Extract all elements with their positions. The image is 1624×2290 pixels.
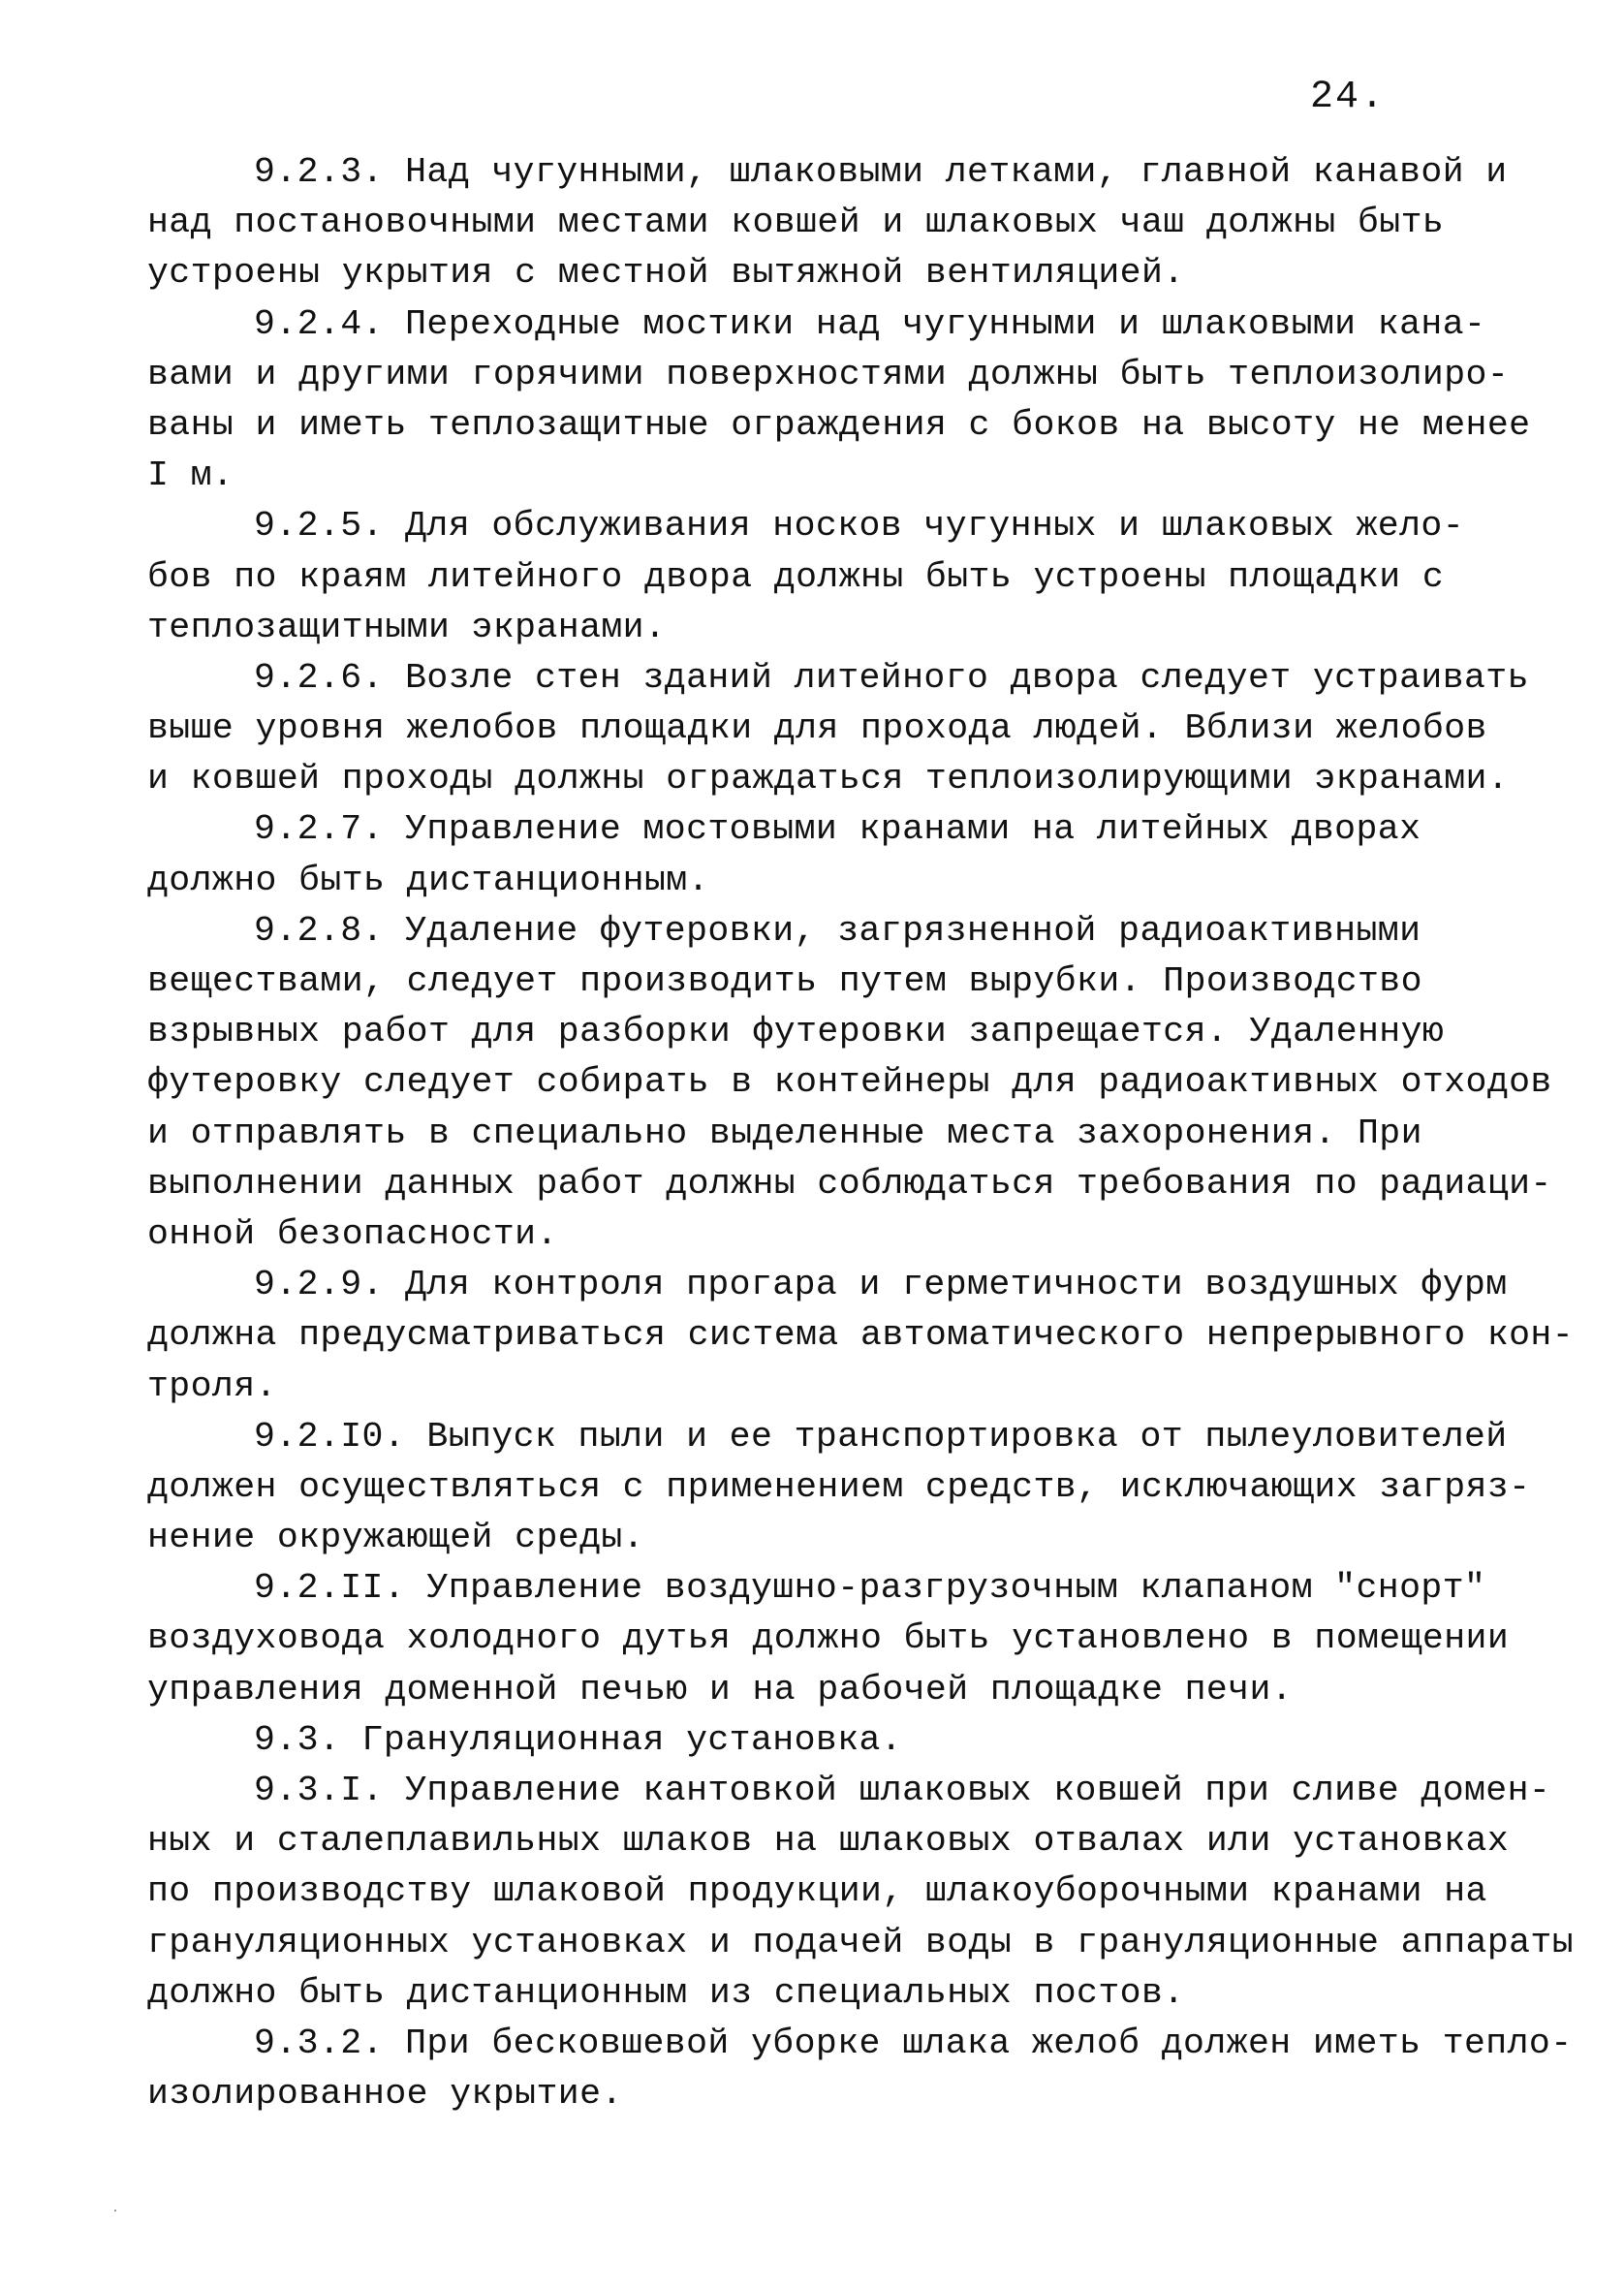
text-line: изолированное укрытие. (147, 2074, 623, 2115)
text-line: троля. (147, 1365, 277, 1406)
text-line: воздуховода холодного дутья должно быть установлено в помещении (147, 1618, 1510, 1659)
text-line: 9.2.7. Управление мостовыми кранами на литейных дворах (254, 809, 1421, 850)
text-line: грануляционных установках и подачей воды в грануляционные аппараты (147, 1922, 1575, 1962)
text-line: и отправлять в специально выделенные места захоронения. При (147, 1113, 1422, 1153)
text-line: 9.3.2. При бесковшевой уборке шлака желоб должен иметь тепло- (254, 2023, 1573, 2063)
text-line: устроены укрытия с местной вытяжной вентиляцией. (147, 253, 1185, 294)
text-line: 9.2.5. Для обслуживания носков чугунных и шлаковых жело- (254, 506, 1464, 547)
scan-speck (114, 2210, 116, 2212)
text-line: и ковшей проходы должны ограждаться теплоизолирующими экранами. (147, 759, 1510, 800)
text-line: должно быть дистанционным из специальных постов. (147, 1972, 1185, 2013)
text-line: нение окружающей среды. (147, 1518, 644, 1558)
text-line: 9.2.6. Возле стен зданий литейного двора следует устраивать (254, 657, 1529, 698)
text-line: 9.2.4. Переходные мостики над чугунными и шлаковыми кана- (254, 303, 1486, 344)
page-number: 24. (1310, 76, 1387, 119)
text-line: ных и сталеплавильных шлаков на шлаковых отвалах или установках (147, 1821, 1510, 1862)
text-line: ваны и иметь теплозащитные ограждения с боков на высоту не менее (147, 404, 1531, 445)
text-line: I м. (147, 455, 234, 496)
text-line: должен осуществляться с применением средств, исключающих загряз- (147, 1466, 1531, 1507)
document-body (147, 147, 1575, 2119)
text-line: 9.2.8. Удаление футеровки, загрязненной радиоактивными (254, 910, 1421, 951)
text-line: над постановочными местами ковшей и шлаковых чаш должны быть (147, 203, 1445, 243)
text-line: 9.2.3. Над чугунными, шлаковыми летками, главной канавой и (254, 152, 1508, 192)
text-line: футеровку следует собирать в контейнеры для радиоактивных отходов (147, 1062, 1552, 1103)
text-line: 9.2.II. Управление воздушно-разгрузочным клапаном "снорт" (254, 1568, 1486, 1609)
text-line: онной безопасности. (147, 1213, 558, 1254)
text-line: выше уровня желобов площадки для прохода людей. Вблизи желобов (147, 708, 1487, 749)
text-line: 9.3.I. Управление кантовкой шлаковых ковшей при сливе домен- (254, 1771, 1551, 1810)
text-line: взрывных работ для разборки футеровки запрещается. Удаленную (147, 1012, 1445, 1052)
text-line: управления доменной печью и на рабочей площадке печи. (147, 1669, 1294, 1710)
text-line: бов по краям литейного двора должны быть устроены площадки с (147, 556, 1445, 597)
text-line: по производству шлаковой продукции, шлакоуборочными кранами на (147, 1871, 1487, 1912)
text-line: выполнении данных работ должны соблюдаться требования по радиаци- (147, 1163, 1552, 1204)
text-line: теплозащитными экранами. (147, 607, 667, 647)
text-line: веществами, следует производить путем вырубки. Производство (147, 961, 1422, 1001)
text-line: должно быть дистанционным. (147, 860, 709, 900)
text-line: должна предусматриваться система автоматического непрерывного кон- (147, 1315, 1575, 1356)
text-line: 9.2.9. Для контроля прогара и герметичности воздушных фурм (254, 1265, 1508, 1305)
text-line: вами и другими горячими поверхностями должны быть теплоизолиро- (147, 354, 1510, 394)
text-line: 9.3. Грануляционная установка. (254, 1719, 903, 1760)
text-line: 9.2.I0. Выпуск пыли и ее транспортировка от пылеуловителей (254, 1416, 1508, 1457)
